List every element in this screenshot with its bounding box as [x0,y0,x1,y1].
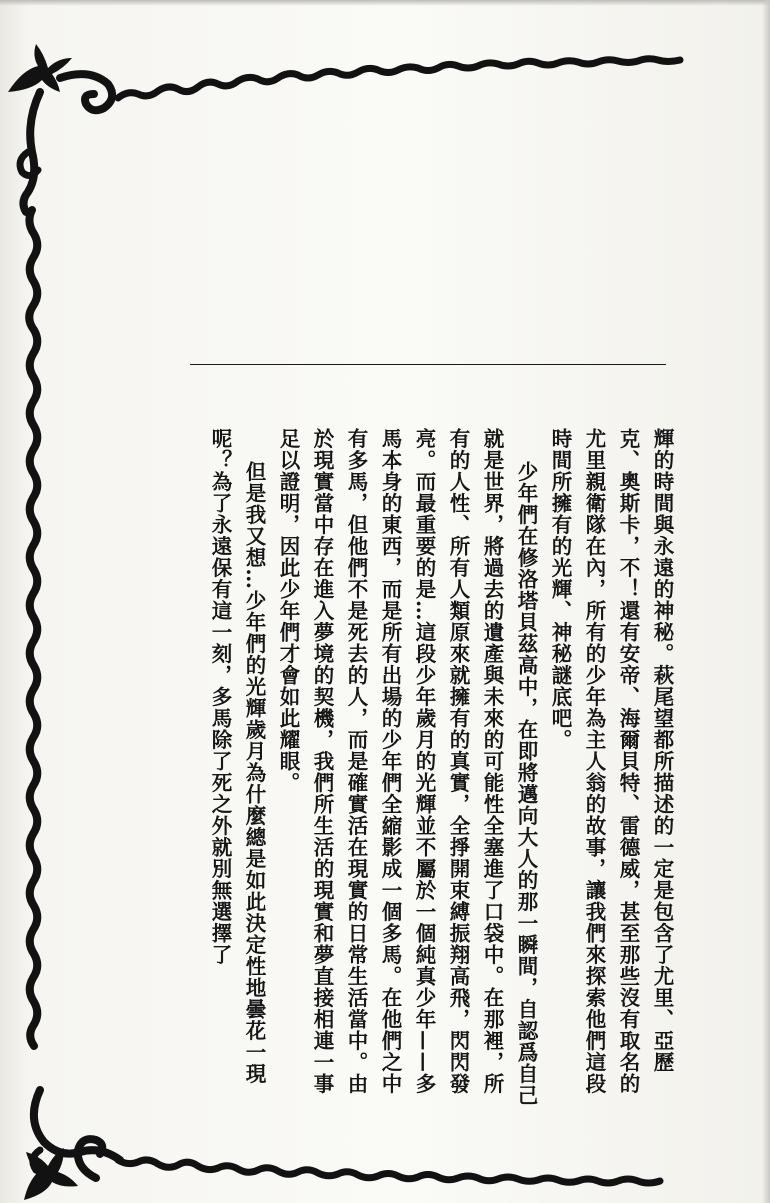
border-left-line [29,210,37,1046]
vertical-text-body [185,428,679,1108]
paragraph-2: 少年們在修洛塔貝茲高中，在即將邁向大人的那一瞬間，自認爲自己就是世界，將過去的遺產與未來的可能性全塞進了口袋中。在那裡，所有的人性、所有人類原來就擁有的真實，全掙開束縛振翔高飛，閃閃發亮。而最重要的是…這段少年歲月的光輝並不屬於一個純真少年——多馬本身的東西，而是所有出場的少年們全縮影成一個多馬。在他們之中有多馬，但他們不是死去的人，而是確實活在現實的日常生活當中。由於現實當中存在進入夢境的契機，我們所生活的現實和夢直接相連一事足以證明，因此少年們才會如此耀眼。 [276,428,538,1106]
fleur-top-left-icon [8,44,72,92]
paragraph-1: 輝的時間與永遠的神秘。萩尾望都所描述的一定是包含了尤里、亞歷克、奧斯卡，不！還有安帝、海爾貝特、雷德威，甚至那些沒有取名的尤里親衛隊在內，所有的少年為主人翁的故事，讓我們來探索他們這段時間所擁有的光輝、神秘謎底吧。 [548,428,674,1095]
border-top-line [118,59,680,98]
header-divider-rule [190,364,666,365]
paragraph-3: 但是我又想…少年們的光輝歲月為什麼總是如此決定性地曇花一現呢？為了永遠保有這一刻，多馬除了死之外就別無選擇了 [208,428,266,1085]
border-bottom-line [118,1160,660,1183]
corner-flourish-top-left [20,74,112,212]
